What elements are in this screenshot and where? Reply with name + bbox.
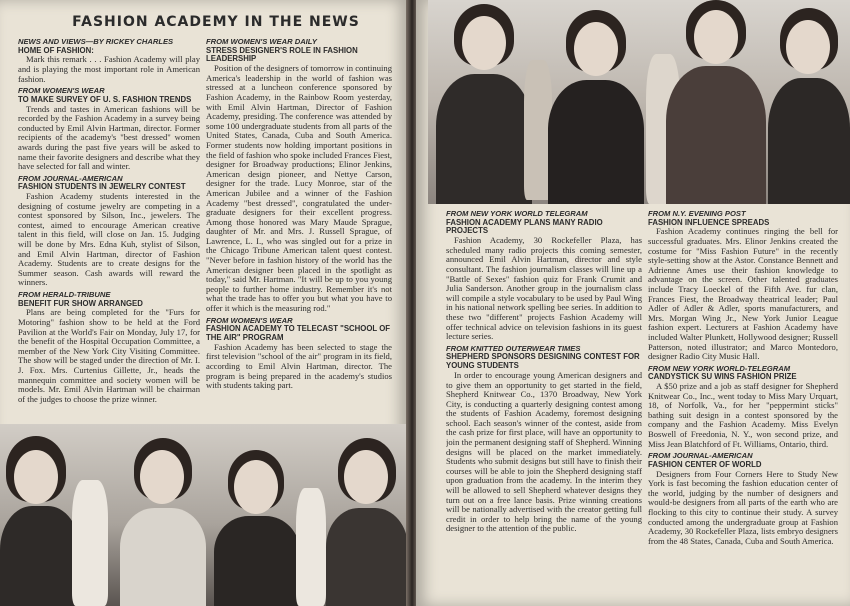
article-headline: FASHION ACADEMY PLANS MANY RADIO PROJECTS <box>446 217 603 236</box>
article-headline: STRESS DESIGNER'S ROLE IN FASHION LEADERSHIP <box>206 45 358 64</box>
article <box>18 38 200 84</box>
article <box>18 87 200 172</box>
students-with-dolls-photo <box>0 424 408 606</box>
designers-with-mannequins-photo <box>428 0 850 204</box>
right-column-2 <box>648 210 838 602</box>
article-body: Plans are being completed for the "Furs for Motoring" fashion show to be held at the Ford Pavilion at the World's Fair on Monday, July 17, for the benefit of the Hospital Occupation Committee, a member of the New York City Visiting Committee. The show will be staged under the direction of Mr. I. J. Fox. Mrs. Curtenius Gillette, Jr., heads the mannequin committee and society women will be models. Mr. Emil Alvin Hartman will be chairman of the judges to choose the prize winner. <box>18 307 200 404</box>
article-body: Fashion Academy has been selected to stage the first television "school of the air" program in its field, according to Emil Alvin Hartman, director. The program is being prepared in the academy's studios with students taking part. <box>206 341 392 391</box>
masthead: FASHION ACADEMY IN THE NEWS <box>72 14 360 30</box>
article-source: NEWS AND VIEWS—BY RICKEY CHARLES <box>18 38 174 46</box>
article-headline: FASHION INFLUENCE SPREADS <box>648 217 770 227</box>
article-headline: FASHION ACADEMY TO TELECAST "SCHOOL OF THE AIR" PROGRAM <box>206 324 391 343</box>
article-source: FROM KNITTED OUTERWEAR TIMES <box>446 343 581 353</box>
article <box>446 345 642 534</box>
right-page <box>416 0 850 606</box>
article-body: Mark this remark . . . Fashion Academy will play and is playing the most important role in American fashion. <box>18 54 200 84</box>
article-source: FROM NEW YORK WORLD TELEGRAM <box>446 210 588 218</box>
left-column-2 <box>206 38 392 420</box>
article <box>648 210 838 362</box>
article-source: FROM HERALD-TRIBUNE <box>18 290 111 300</box>
article-body: In order to encourage young American designers and to give them an opportunity to get started in the field, Shepherd Knitwear Co., 1370 Broadway, New York City, is conducting a quarterly designing contest among the students of Fashion Academy, foremost designing school. Each season's winner of the contest, aside from the cash prize for first place, will have an opportunity to join the permanent designing staff of Shepherd. Winning designs will be placed on the market immediately. Students who submit designs but still have to finish their courses will be able to join the Shepherd designing staff upon graduation from the academy. In the interim they will be allowed to sell Shepherd whatever designs they turn out on a free lance basis. Prize winning creations will be nationally advertised with the creator getting full credit in order to help bring the name of the young designer to the attention of the public. <box>446 369 642 534</box>
left-page <box>0 0 408 606</box>
article-source: FROM JOURNAL-AMERICAN <box>648 451 753 461</box>
article-headline: HOME OF FASHION: <box>18 45 94 55</box>
article-source: FROM JOURNAL-AMERICAN <box>18 173 123 183</box>
article <box>648 365 838 450</box>
article <box>18 291 200 404</box>
article-body: Trends and tastes in American fashions will be recorded by the Fashion Academy in a survey being conducted by Emil Alvin Hartman, director. Former recipients of the academy's "best dressed" women awards during the past five years will be asked to name their favorite designers and describe what they have selected for fall and winter. <box>18 103 200 172</box>
article <box>18 175 200 288</box>
article <box>648 452 838 546</box>
article-source: FROM WOMEN'S WEAR <box>206 315 293 325</box>
article-source: FROM NEW YORK WORLD-TELEGRAM <box>648 363 791 373</box>
article-source: FROM WOMEN'S WEAR DAILY <box>206 38 317 46</box>
article <box>446 210 642 342</box>
article-headline: TO MAKE SURVEY OF U. S. FASHION TRENDS <box>18 94 192 104</box>
article-headline: FASHION STUDENTS IN JEWELRY CONTEST <box>18 182 186 192</box>
article-headline: SHEPHERD SPONSORS DESIGNING CONTEST FOR YOUNG STUDENTS <box>446 352 640 371</box>
article-body: Fashion Academy continues ringing the bell for successful graduates. Mrs. Elinor Jenkins created the costume for "Miss Fashion Future" in the recently style-setting show at the Astor. Constance Bennett and Adrienne Ames use their fashion knowledge to advantage on the screen. Other talented graduates include Tracy Loeckel of the Fifth Ave. fur clan, Frances Fiest, the Broadway theatrical leader; Paul Adler of Adler & Adler, sports manufacturers, and Mrs. Morgan Wing Jr., New York Junior League fashion expert. Lecturers at Fashion Academy have included Walter Plunkett, Hollywood designer; Russell Patterson, noted illustrator; and Marco Montedoro, designer Radio City Music Hall. <box>648 226 838 362</box>
article-source: FROM WOMEN'S WEAR <box>18 86 105 96</box>
article <box>206 317 392 391</box>
article-body: Designers from Four Corners Here to Study New York is fast becoming the fashion education center of the world, judging by the number of designers and would-be designers from all parts of the earth who are flocking to this city to continue their study. A survey conducted among the undergraduate group at Fashion Academy, 30 Rockefeller Plaza, lists embryo designers from the 48 States, Canada, Cuba and South America. <box>648 468 838 546</box>
article-headline: CANDYSTICK SU WINS FASHION PRIZE <box>648 372 797 382</box>
article-body: Fashion Academy students interested in the designing of costume jewelry are competing in a contest sponsored by Silson, Inc., jewelers. The contest, aimed to encourage American creative talent in this field, will close on Jan. 15. Judging will be done by Mrs. Edna Kuh, stylist of Silson, and Emil Alvin Hartman, director of Fashion Academy. Students are to create designs for the Summer season. Cash awards will reward the winners. <box>18 191 200 288</box>
right-column-1 <box>446 210 642 602</box>
article-body: Fashion Academy, 30 Rockefeller Plaza, has scheduled many radio projects this coming semester, announced Emil Alvin Hartman, director and style consultant. The fashion journalism classes will line up a "Battle of Sexes" fashion quiz for Frank Crumit and Julia Sanderson. Another group in the journalism class will compile a style vocabulary to be used by Paul Wing in his national network spelling bee series. In addition to these two "different" projects Fashion Academy will offer technical advice on television fashions in its guest lecture series. <box>446 235 642 342</box>
article-headline: FASHION CENTER OF WORLD <box>648 459 762 469</box>
left-column-1 <box>18 38 200 420</box>
article-source: FROM N.Y. EVENING POST <box>648 210 746 218</box>
article-body: Position of the designers of tomorrow in continuing America's leadership in the world of fashion was stressed at a luncheon conference sponsored by Fashion Academy, in the Rainbow Room yesterday, with Emil Alvin Hartman, Director of Fashion Academy, presiding. The conference was attended by some 100 undergraduate students from all parts of the United States, Canada, Cuba and South America. Former students now holding important positions in the field of fashion who spoke included Frances Fiest, designer for Broadway productions; Elinor Jenkins, American design pioneer, and Nettye Carson, designer for the trade. Lucy Monroe, star of the American Jubilee and a winner of the Fashion Academy "best dressed", congratulated the under-graduate designers for their excellent progress. Among those honored was Mary Maude Sprague, daughter of Mr. and Mrs. J. Russell Sprague, of Lawrence, L. I., who was singled out for a prize in the Chicago Tribune American talent quest contest. "Never before in fashion history of the world has the American designer been placed in the spotlight as today," said Mr. Hartman. "It will be up to you young people to further home industry. Remember it's not what the trade has to offer you but what you have to offer it which is the measuring rod." <box>206 63 392 314</box>
article-body: A $50 prize and a job as staff designer for Shepherd Knitwear Co., Inc., went today to Miss Mary Urquart, 18, of Norfolk, Va., for her "peppermint sticks" bathing suit design in a contest sponsored by the company and the Fashion Academy. Miss Evelyn Boswell of Freedonia, N. Y., won second prize, and Miss Jean Blatchford of Ft. Williams, Ontario, third. <box>648 381 838 449</box>
article <box>206 38 392 314</box>
article-headline: BENEFIT FUR SHOW ARRANGED <box>18 298 143 308</box>
